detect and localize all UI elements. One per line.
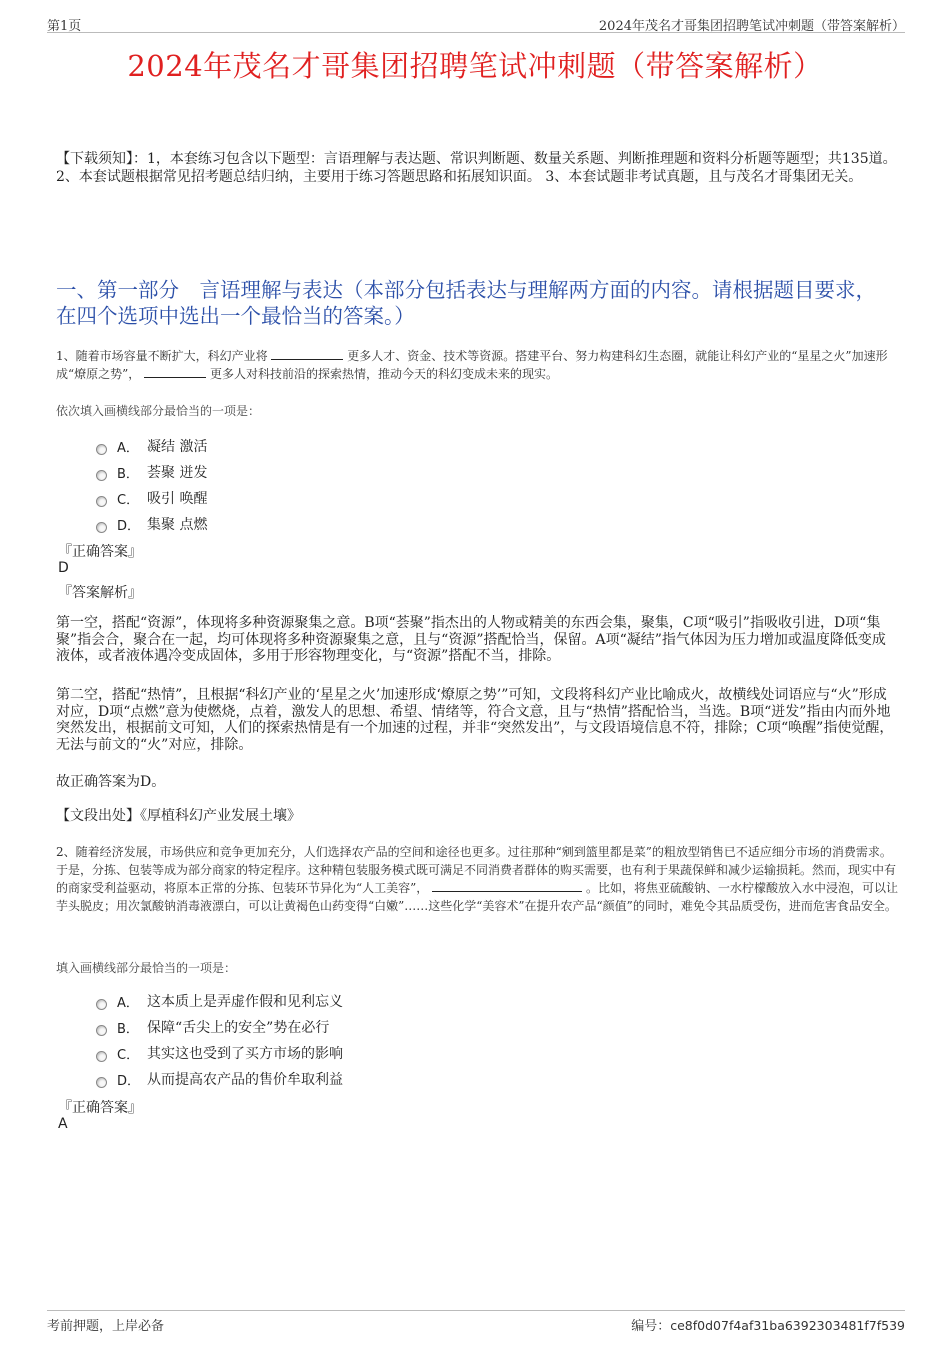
question-1-options <box>96 433 207 537</box>
footer-code-label: 编号： <box>631 1319 671 1334</box>
option-text: 保障“舌尖上的安全”势在必行 <box>147 1020 330 1036</box>
question-2-blank <box>432 879 582 892</box>
question-1-conclusion: 故正确答案为D。 <box>56 774 166 790</box>
option-text: 吸引 唤醒 <box>147 491 208 507</box>
question-2-option-a[interactable] <box>96 988 343 1014</box>
radio-icon[interactable] <box>96 470 107 481</box>
document-title: 2024年茂名才哥集团招聘笔试冲刺题（带答案解析） <box>127 49 823 83</box>
question-1-prompt: 依次填入画横线部分最恰当的一项是： <box>56 404 261 418</box>
radio-icon[interactable] <box>96 522 107 533</box>
footer-note: 考前押题，上岸必备 <box>47 1319 165 1334</box>
question-1-option-a[interactable] <box>96 433 207 459</box>
question-1-answer-label: 『正确答案』 <box>58 544 142 560</box>
option-letter: B． <box>117 1021 139 1037</box>
option-letter: C． <box>117 1047 140 1063</box>
footer-code <box>631 1315 905 1334</box>
page-number: 第1页 <box>47 19 82 34</box>
question-1-analysis-paragraph: 第一空，搭配“资源”，体现将多种资源聚集之意。B项“荟聚”指杰出的人物或精美的东西会集，聚集，C项“吸引”指吸收引进，D项“集聚”指会合，聚合在一起，均可体现将多种资源聚集之意，且与“资源”搭配恰当，保留。A项“凝结”指气体因为压力增加或温度降低变成液体，或者液体遇冷变成固体，多用于形容物理变化，与“资源”搭配不当，排除。 <box>56 615 886 664</box>
option-letter: D． <box>117 518 141 534</box>
question-1-option-c[interactable] <box>96 485 207 511</box>
question-1-text-part-a: 1、随着市场容量不断扩大，科幻产业将 <box>56 349 268 363</box>
option-text: 荟聚 迸发 <box>147 465 208 481</box>
question-1-analysis-label: 『答案解析』 <box>58 585 142 601</box>
option-text: 这本质上是弄虚作假和见利忘义 <box>147 994 343 1010</box>
question-2-text <box>56 843 898 915</box>
radio-icon[interactable] <box>96 444 107 455</box>
radio-icon[interactable] <box>96 496 107 507</box>
question-2-prompt: 填入画横线部分最恰当的一项是： <box>56 961 237 975</box>
question-1-option-d[interactable] <box>96 511 207 537</box>
question-1-text-part-b: 更多人才、资金、技术等资源。搭建平台、努力构建科幻生态圈，就能让科幻产业的“星星之火”加速形成“燎原之势”， <box>56 349 888 381</box>
option-letter: A． <box>117 995 139 1011</box>
question-1-answer: D <box>58 560 69 576</box>
question-2-option-c[interactable] <box>96 1040 343 1066</box>
option-letter: C． <box>117 492 140 508</box>
option-letter: B． <box>117 466 139 482</box>
radio-icon[interactable] <box>96 1077 107 1088</box>
radio-icon[interactable] <box>96 1051 107 1062</box>
download-notice: 【下载须知】：1，本套练习包含以下题型：言语理解与表达题、常识判断题、数量关系题、判断推理题和资料分析题等题型；共135道。 2、本套试题根据常见招考题总结归纳，主要用于练习答题思路和拓展知识面。 3、本套试题非考试真题，且与茂名才哥集团无关。 <box>56 151 897 185</box>
option-text: 凝结 激活 <box>147 439 208 455</box>
option-text: 其实这也受到了买方市场的影响 <box>147 1046 343 1062</box>
question-1-blank-2 <box>144 365 206 378</box>
section-title: 一、第一部分 言语理解与表达（本部分包括表达与理解两方面的内容。请根据题目要求，在四个选项中选出一个最恰当的答案。） <box>56 278 876 328</box>
question-2-option-b[interactable] <box>96 1014 343 1040</box>
question-1-analysis-paragraph: 第二空，搭配“热情”，且根据“科幻产业的‘星星之火’加速形成‘燎原之势’”可知，文段将科幻产业比喻成火，故横线处词语应与“火”形成对应，D项“点燃”意为使燃烧，点着，激发人的思想、希望、情绪等，符合文意，且与“热情”搭配恰当，当选。B项“迸发”指由内而外地突然发出，根据前文可知，人们的探索热情是有一个加速的过程，并非“突然发出”，与文段语境信息不符，排除；C项“唤醒”指使觉醒，无法与前文的“火”对应，排除。 <box>56 687 894 753</box>
question-1-text <box>56 347 898 383</box>
question-1-option-b[interactable] <box>96 459 207 485</box>
option-text: 集聚 点燃 <box>147 517 208 533</box>
question-1-blank-1 <box>271 347 343 360</box>
radio-icon[interactable] <box>96 1025 107 1036</box>
question-2-text-part-a: 2、随着经济发展，市场供应和竞争更加充分，人们选择农产品的空间和途径也更多。过往那种“剜到篮里都是菜”的粗放型销售已不适应细分市场的消费需求。于是，分拣、包装等成为部分商家的特定程序。这种精包装服务模式既可满足不同消费者群体的购买需要，也有利于果蔬保鲜和减少运输损耗。然而，现实中有的商家受利益驱动，将原本正常的分拣、包装环节异化为“人工美容”， <box>56 845 897 895</box>
option-letter: D． <box>117 1073 141 1089</box>
question-1-source: 【文段出处】《厚植科幻产业发展土壤》 <box>56 808 301 824</box>
option-letter: A． <box>117 440 139 456</box>
option-text: 从而提高农产品的售价牟取利益 <box>147 1072 343 1088</box>
question-2-text-part-b: 。比如，将焦亚硫酸钠、一水柠檬酸放入水中浸泡，可以让芋头脱皮；用次氯酸钠消毒液漂白，可以让黄褐色山药变得“白嫩”……这些化学“美容术”在提升农产品“颜值”的同时，难免令其品质受伤，进而危害食品安全。 <box>56 881 898 913</box>
footer-code-value: ce8f0d07f4af31ba6392303481f7f539 <box>670 1318 905 1333</box>
question-2-answer: A <box>58 1116 68 1132</box>
radio-icon[interactable] <box>96 999 107 1010</box>
question-2-answer-label: 『正确答案』 <box>58 1100 142 1116</box>
question-1-text-part-c: 更多人对科技前沿的探索热情，推动今天的科幻变成未来的现实。 <box>209 367 558 381</box>
header-doc-title: 2024年茂名才哥集团招聘笔试冲刺题（带答案解析） <box>598 19 905 34</box>
question-2-options <box>96 988 343 1092</box>
question-2-option-d[interactable] <box>96 1066 343 1092</box>
page-footer <box>47 1310 905 1333</box>
page-header <box>47 14 905 33</box>
